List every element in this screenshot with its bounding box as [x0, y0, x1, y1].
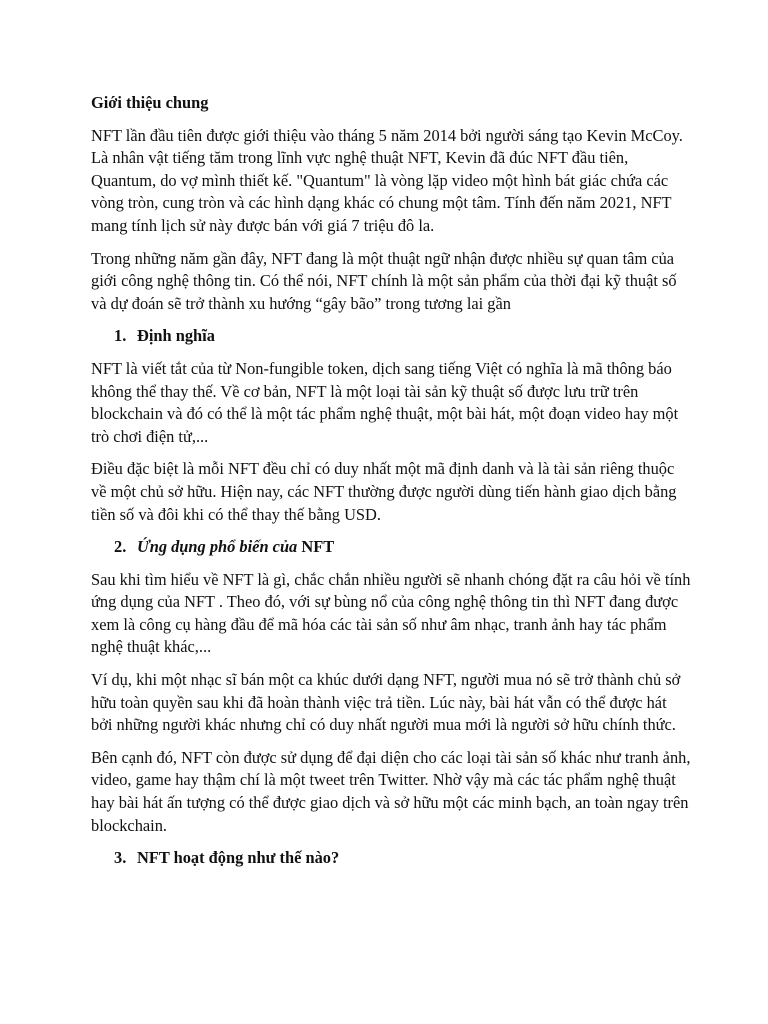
section-1-paragraph-1: NFT là viết tắt của từ Non-fungible token, dịch sang tiếng Việt có nghĩa là mã thông báo không thể thay thế. Về cơ bản, NFT là một loại tài sản kỹ thuật số được lưu trữ trên blockchain và đó có thể là một tác phẩm nghệ thuật, một bài hát, một đoạn video hay một trò chơi điện tử,... [91, 358, 679, 446]
section-2-paragraph-3: Bên cạnh đó, NFT còn được sử dụng để đại diện cho các loại tài sản số khác như tranh ảnh, video, game hay thậm chí là một tweet trên Twitter. Nhờ vậy mà các tác phẩm nghệ thuật hay bài hát ấn tượng có thể được giao dịch và sở hữu một các minh bạch, an toàn ngay trên blockchain. [91, 747, 691, 835]
section-1-number: 1. [114, 326, 127, 346]
intro-heading: Giới thiệu chung [91, 93, 209, 112]
section-2-paragraph-1: Sau khi tìm hiểu về NFT là gì, chắc chắn nhiều người sẽ nhanh chóng đặt ra câu hỏi về tính ứng dụng của NFT . Theo đó, với sự bùng nổ của công nghệ thông tin thì NFT đang được xem là công cụ hàng đầu để mã hóa các tài sản số như âm nhạc, tranh ảnh hay tác phẩm nghệ thuật khác,... [91, 569, 691, 657]
section-2-title [137, 536, 334, 559]
section-3-number: 3. [114, 848, 127, 868]
intro-paragraph-2: Trong những năm gần đây, NFT đang là một thuật ngữ nhận được nhiều sự quan tâm của giới công nghệ thông tin. Có thể nói, NFT chính là một sản phẩm của thời đại kỹ thuật số và dự đoán sẽ trở thành xu hướng “gây bão” trong tương lai gần [91, 248, 677, 313]
intro-paragraph-1: NFT lần đầu tiên được giới thiệu vào tháng 5 năm 2014 bởi người sáng tạo Kevin McCoy. Là nhân vật tiếng tăm trong lĩnh vực nghệ thuật NFT, Kevin đã đúc NFT đầu tiên, Quantum, do vợ mình thiết kế. "Quantum" là vòng lặp video một hình bát giác chứa các vòng tròn, cung tròn và các hình dạng khác có chung một tâm. Tính đến năm 2021, NFT mang tính lịch sử này được bán với giá 7 triệu đô la. [91, 125, 683, 235]
document-page [91, 92, 691, 880]
section-3-heading [91, 847, 691, 870]
section-1-title: Định nghĩa [137, 326, 215, 346]
section-2-paragraph-2: Ví dụ, khi một nhạc sĩ bán một ca khúc dưới dạng NFT, người mua nó sẽ trở thành chủ sở hữu toàn quyền sau khi đã hoàn thành việc trả tiền. Lúc này, bài hát vẫn có thể được hát bởi những người khác nhưng chỉ có duy nhất người mua mới là người sở hữu chính thức. [91, 670, 681, 735]
section-3-title: NFT hoạt động như thế nào? [137, 848, 340, 868]
section-2-number: 2. [114, 537, 127, 557]
section-2-heading [91, 536, 691, 559]
section-2-title-italic: Ứng dụng phổ biến của [137, 537, 298, 557]
section-2-title-plain: NFT [297, 537, 335, 557]
section-1-heading [91, 325, 691, 348]
section-1-paragraph-2: Điều đặc biệt là mỗi NFT đều chỉ có duy nhất một mã định danh và là tài sản riêng thuộc về một chủ sở hữu. Hiện nay, các NFT thường được người dùng tiến hành giao dịch bằng tiền số và đôi khi có thể thay thế bằng USD. [91, 459, 677, 524]
